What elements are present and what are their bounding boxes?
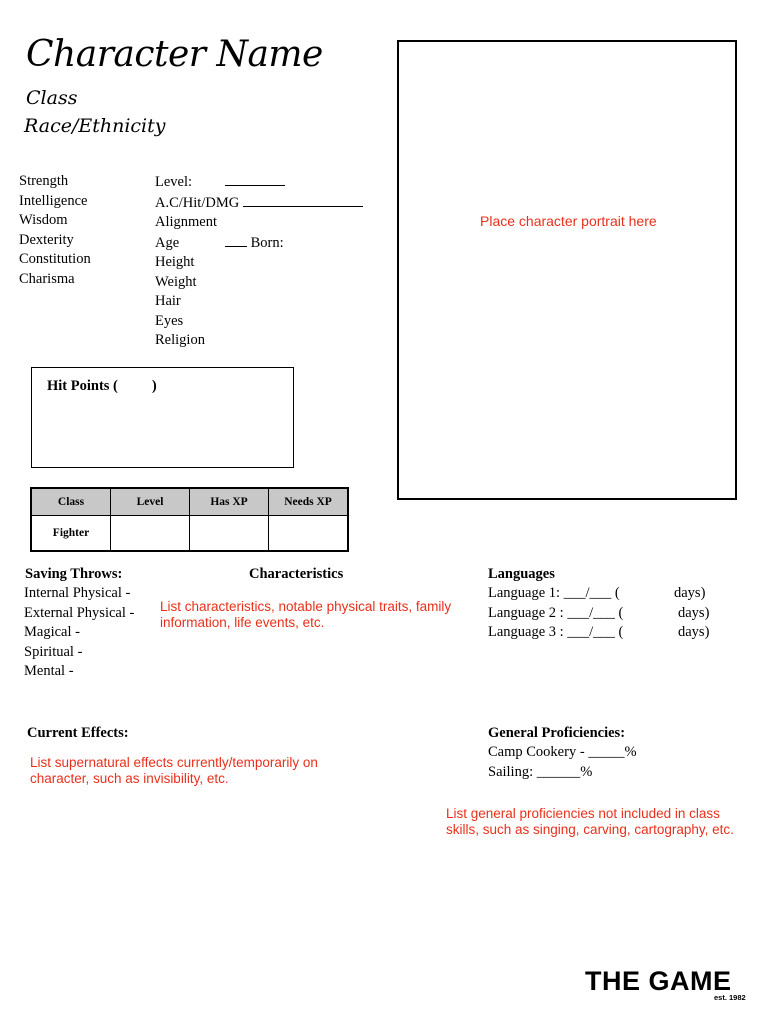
needs-xp-col-header: Needs XP xyxy=(269,488,349,516)
level-label: Level: xyxy=(155,174,193,190)
hit-points-close: ) xyxy=(151,378,157,394)
detail-weight: Weight xyxy=(155,273,197,290)
detail-eyes: Eyes xyxy=(155,312,184,329)
language-3 xyxy=(488,623,713,643)
detail-religion: Religion xyxy=(155,332,205,348)
detail-level xyxy=(155,172,363,193)
detail-age xyxy=(155,233,363,254)
attribute-charisma: Charisma xyxy=(19,270,75,287)
attribute-intelligence: Intelligence xyxy=(19,192,88,209)
table-row xyxy=(31,516,348,552)
game-logo: THE GAME xyxy=(585,966,732,996)
has-xp-col-header: Has XP xyxy=(190,488,269,516)
character-race: Race/Ethnicity xyxy=(24,115,166,137)
level-blank xyxy=(225,172,285,186)
attribute-constitution: Constitution xyxy=(19,251,91,267)
saving-throw-internal: Internal Physical - xyxy=(24,585,131,601)
hit-points-label xyxy=(47,378,157,395)
attribute-list xyxy=(19,172,91,289)
saving-throw-spiritual: Spiritual - xyxy=(24,643,83,660)
language-3-label: Language 3 : ___/___ ( xyxy=(488,624,624,640)
detail-alignment: Alignment xyxy=(155,214,218,230)
language-3-days: days) xyxy=(678,624,710,640)
detail-list xyxy=(155,172,363,351)
proficiencies-title: General Proficiencies: xyxy=(488,725,626,741)
detail-ac xyxy=(155,193,363,214)
ac-label: A.C/Hit/DMG xyxy=(155,194,240,211)
character-class: Class xyxy=(26,87,78,109)
class-cell[interactable]: Fighter xyxy=(31,516,111,552)
saving-throws-list xyxy=(24,584,134,682)
ac-blank xyxy=(243,193,363,207)
level-col-header: Level xyxy=(111,488,190,516)
has-xp-cell[interactable] xyxy=(190,516,269,552)
attribute-dexterity: Dexterity xyxy=(19,231,74,248)
class-col-header: Class xyxy=(31,488,111,516)
characteristics-hint: List characteristics, notable physical traits, family information, life events, etc. xyxy=(160,599,452,630)
language-2-days: days) xyxy=(678,604,710,621)
saving-throw-magical: Magical - xyxy=(24,624,80,640)
proficiency-sailing: Sailing: ______% xyxy=(488,763,593,780)
class-table-header xyxy=(31,488,348,516)
language-1-label: Language 1: ___/___ ( xyxy=(488,585,620,601)
languages-title: Languages xyxy=(488,566,555,582)
level-cell[interactable] xyxy=(111,516,190,552)
portrait-placeholder: Place character portrait here xyxy=(480,213,657,229)
class-table xyxy=(30,487,349,552)
languages-list xyxy=(488,584,713,643)
age-blank xyxy=(225,233,247,247)
character-name-heading: Character Name xyxy=(26,34,323,75)
portrait-frame[interactable] xyxy=(397,40,737,500)
proficiency-camp-cookery: Camp Cookery - _____% xyxy=(488,744,637,760)
saving-throws-title: Saving Throws: xyxy=(25,566,123,582)
hit-points-text: Hit Points ( xyxy=(47,378,118,394)
born-label: Born: xyxy=(250,234,284,251)
attribute-wisdom: Wisdom xyxy=(19,212,68,228)
language-2-label: Language 2 : ___/___ ( xyxy=(488,604,624,621)
language-1 xyxy=(488,584,713,604)
language-1-days: days) xyxy=(674,585,706,601)
proficiencies-hint: List general proficiencies not included in class skills, such as singing, carving, cartography, etc. xyxy=(446,806,734,837)
current-effects-title: Current Effects: xyxy=(27,725,129,741)
current-effects-hint: List supernatural effects currently/temporarily on character, such as invisibility, etc. xyxy=(30,755,318,786)
age-label: Age xyxy=(155,234,180,251)
game-logo-tagline: est. 1982 xyxy=(714,993,746,1002)
proficiencies-list xyxy=(488,743,637,782)
detail-height: Height xyxy=(155,254,195,270)
detail-hair: Hair xyxy=(155,293,181,309)
needs-xp-cell[interactable] xyxy=(269,516,349,552)
characteristics-title: Characteristics xyxy=(249,566,344,582)
saving-throw-mental: Mental - xyxy=(24,663,74,679)
saving-throw-external: External Physical - xyxy=(24,604,135,621)
language-2 xyxy=(488,604,713,624)
attribute-strength: Strength xyxy=(19,173,69,189)
